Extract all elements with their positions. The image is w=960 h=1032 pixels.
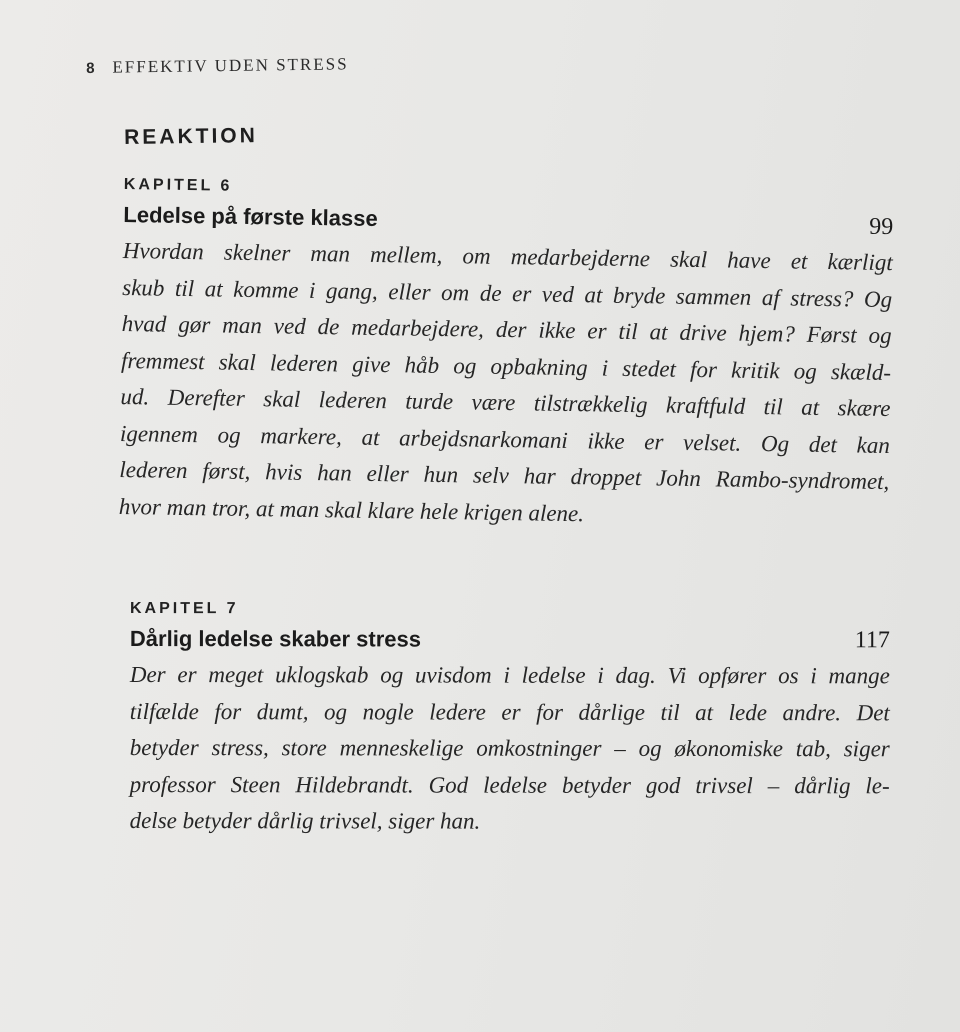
summary-line: fremmest skal lederen give håb og opbakning i stedet for kritik og skæld- [120,347,892,385]
summary-line: lederen først, hvis han eller hun selv har droppet John Rambo-syndromet, [119,456,890,495]
summary-line: Hvordan skelner man mellem, om medarbejderne skal have et kærligt [122,237,893,276]
chapter-title: Dårlig ledelse skaber stress [129,625,422,652]
chapter-label: KAPITEL 7 [129,600,239,618]
summary-line: Der er meget uklogskab og uvisdom i ledelse i dag. Vi opfører os i mange [129,661,890,689]
summary-line: skub til at komme i gang, eller om de er ved at bryde sammen af stress? Og [122,274,893,312]
summary-line: hvad gør man ved de medarbejdere, der ikke er til at drive hjem? Først og [121,310,892,349]
chapter-label: KAPITEL 6 [123,176,233,195]
chapter-title: Ledelse på første klasse [123,201,378,231]
chapter-summary [119,233,893,537]
chapter-summary [130,657,890,841]
chapter-title-row [130,626,890,654]
running-head [86,54,349,78]
chapter-page-number: 117 [854,627,890,654]
chapter-entry [130,600,890,841]
summary-line: igennem og markere, at arbejdsnarkomani ikke er velset. Og det kan [119,420,891,458]
page-number: 8 [86,59,95,77]
summary-line: betyder stress, store menneskelige omkostninger – og økonomiske tab, siger [129,734,890,762]
chapter-page-number: 99 [869,213,894,241]
summary-line: ud. Derefter skal lederen turde være tilstrækkelig kraftfuld til at skære [120,383,891,422]
section-title: REAKTION [124,124,258,149]
summary-line: hvor man tror, at man skal klare hele krigen alene. [118,493,585,526]
summary-line: tilfælde for dumt, og nogle ledere er for dårlige til at lede andre. Det [129,698,890,725]
summary-line: professor Steen Hildebrandt. God ledelse betyder god trivsel – dårlig le- [129,771,890,798]
chapter-entry [119,176,894,537]
book-title: EFFEKTIV UDEN STRESS [112,54,349,77]
summary-line: delse betyder dårlig trivsel, siger han. [129,807,481,834]
